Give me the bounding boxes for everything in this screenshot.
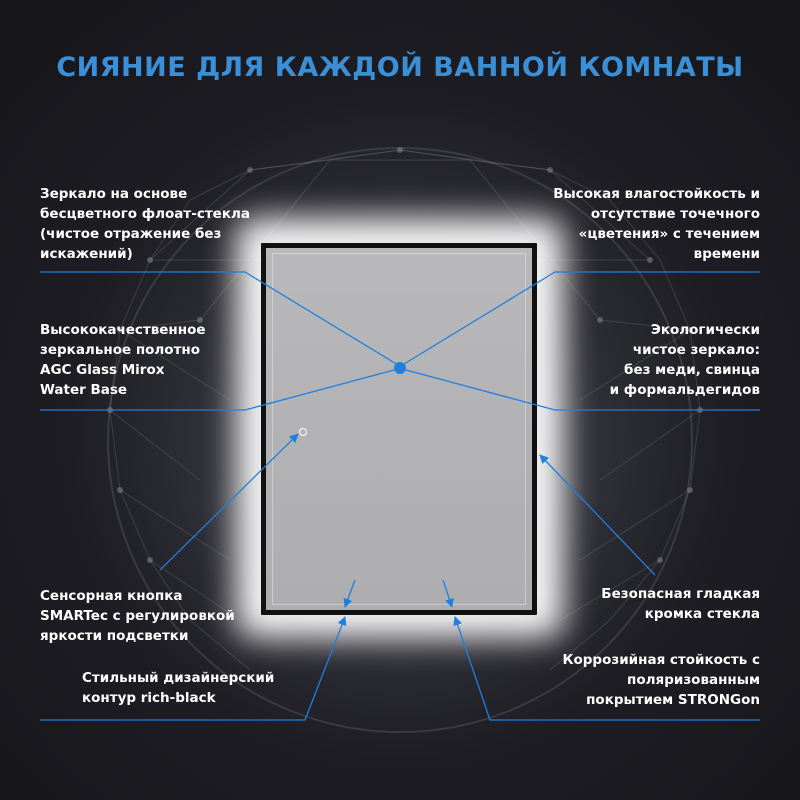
feature-line: Water Base bbox=[40, 382, 128, 398]
headline: СИЯНИЕ ДЛЯ КАЖДОЙ ВАННОЙ КОМНАТЫ bbox=[56, 52, 744, 83]
feature-line: «цветения» с течением bbox=[578, 226, 760, 242]
feature-line: яркости подсветки bbox=[40, 628, 189, 644]
touch-button-icon bbox=[299, 428, 307, 436]
feature-eco-mirror bbox=[610, 320, 760, 400]
feature-line: кромка стекла bbox=[644, 606, 760, 622]
feature-touch-button bbox=[40, 586, 235, 646]
feature-line: AGC Glass Mirox bbox=[40, 362, 165, 378]
feature-agc-mirror bbox=[40, 320, 206, 400]
feature-line: Зеркало на основе bbox=[40, 186, 188, 202]
feature-moisture-resistance bbox=[553, 184, 760, 264]
feature-line: контур rich-black bbox=[82, 690, 216, 706]
feature-line: зеркальное полотно bbox=[40, 342, 201, 358]
feature-line: Безопасная гладкая bbox=[601, 586, 760, 602]
feature-line: Сенсорная кнопка bbox=[40, 588, 183, 604]
mirror-inner-edge bbox=[272, 253, 526, 605]
center-marker-dot bbox=[394, 362, 406, 374]
feature-line: покрытием STRONGon bbox=[586, 692, 760, 708]
feature-line: отсутствие точечного bbox=[590, 206, 760, 222]
feature-line: без меди, свинца bbox=[624, 362, 760, 378]
feature-line: искажений) bbox=[40, 246, 133, 262]
feature-line: чистое зеркало: bbox=[632, 342, 760, 358]
feature-line: Экологически bbox=[650, 322, 760, 338]
feature-line: времени bbox=[693, 246, 760, 262]
feature-line: поляризованным bbox=[627, 672, 760, 688]
feature-smooth-edge bbox=[601, 584, 760, 624]
feature-line: Стильный дизайнерский bbox=[82, 670, 275, 686]
feature-line: и формальдегидов bbox=[609, 382, 760, 398]
feature-line: (чистое отражение без bbox=[40, 226, 222, 242]
feature-corrosion-resistance bbox=[562, 650, 760, 710]
feature-line: Высокая влагостойкость и bbox=[553, 186, 760, 202]
feature-line: SMARTec с регулировкой bbox=[40, 608, 235, 624]
feature-float-glass bbox=[40, 184, 250, 264]
feature-rich-black-contour bbox=[82, 668, 274, 708]
feature-line: Высококачественное bbox=[40, 322, 206, 338]
feature-line: Коррозийная стойкость с bbox=[562, 652, 760, 668]
feature-line: бесцветного флоат-стекла bbox=[40, 206, 250, 222]
